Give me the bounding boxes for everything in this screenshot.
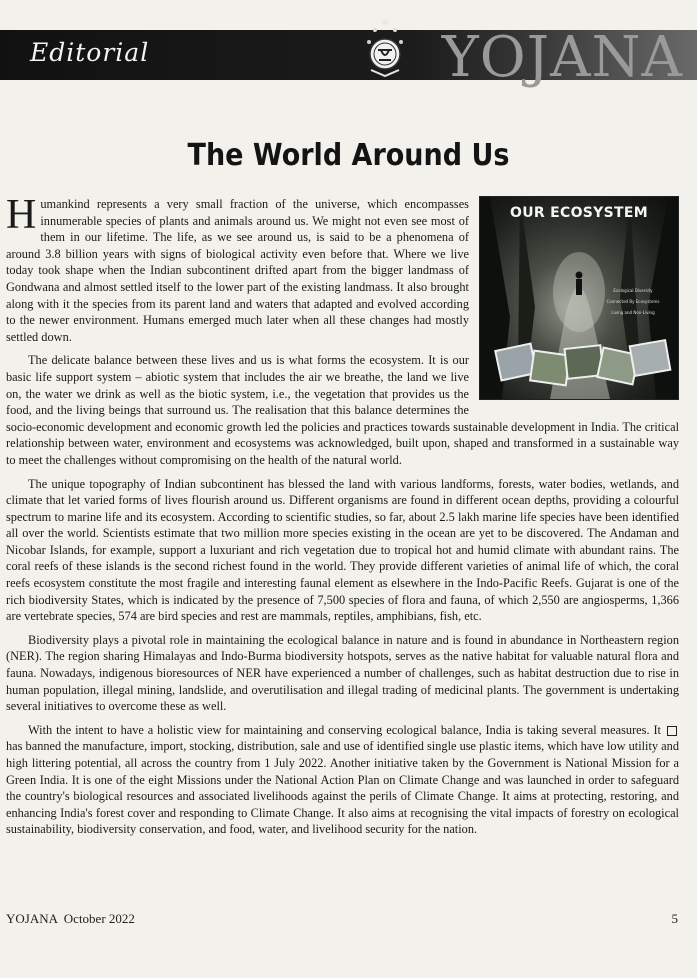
paragraph: Biodiversity plays a pivotal role in maintaining the ecological balance in nature and is found in abundance in Northeastern region (NER). The region sharing Himalayas and Indo-Burma biodiversity hotspots, serves as the native habitat for valuable natural flora and fauna. Nowadays, indigenous bioresources of NER have experienced a number of challenges, such as habitat destruction due to rise in human population, illegal mining, landslide, and overutilisation and illegal trading of medicinal plants. The government is undertaking several initiatives to overcome these as well. <box>6 632 679 714</box>
paragraph: The delicate balance between these lives and us is what forms the ecosystem. It is our basic life support system – abiotic system that includes the air we breathe, the land we live on, the water we drink as well as the biotic system, i.e., the vegetation that provides us the food, and the living beings that surround us. The realisation that this balance determines the socio-economic development and economic growth led the policies and practices towards sustainable development in India. The critical relationship between water, environment and ecosystems was acknowledged, built upon, shaped and transformed in a sustainable way to meet the challenges without compromising on the health of the natural world. <box>6 353 679 467</box>
header-banner <box>0 25 697 90</box>
emblem-icon <box>363 18 407 88</box>
paragraph: The unique topography of Indian subcontinent has blessed the land with various landforms, forests, water bodies, wetlands, and climate that let varied forms of lives flourish around us. Different organisms are found in different ocean depths, providing a colourful spectrum to marine life and its ecosystem. According to scientific studies, so far, about 2.5 lakh marine life species have been identified all over the world. Scientists estimate that two million more species existing in the ocean are yet to be discovered. The Andaman and Nicobar Islands, for example, support a luxuriant and rich vegetation due to tropical hot and humid climate with abundant rains. The coral reefs of these islands is the second richest found in the world. They provide different varieties of animal life of which, the coral reefs ecosystem constitute the most fragile and interesting faunal element as elsewhere in the Indo-Pacific Reefs. Gujarat is one of the rich biodiversity States, which is indicated by the presence of 7,500 species of flora and fauna, of which 2,550 are angiosperms, 1,366 are vertebrate species, 574 are bird species and rest are mammals, reptiles, amphibians, fish, etc. <box>6 476 679 624</box>
figure-caption-line: Ecological Diversity <box>613 288 653 293</box>
figure-caption <box>596 285 670 318</box>
article-title: The World Around Us <box>187 138 510 173</box>
ecosystem-image <box>479 196 679 400</box>
paragraph-text: umankind represents a very small fraction of the universe, which encompasses innumerable species of plants and animals around us. We might not even see most of them in our lifetime. The life, as we see around us, is said to be a phenomena of around 3.8 billion years with signs of biological activity even before that. Where we live today took shape when the Indian subcontinent drifted apart from the bigger landmass of Gondwana and almost settled itself to the lower part of the existing landmass. It also brought along with it the species from its parent land and waters that adapted and evolved according to the newer environment. Humans emerged much later when all these changes had mostly settled down. <box>6 197 469 344</box>
end-mark-icon <box>667 726 677 736</box>
paragraph-text: With the intent to have a holistic view for maintaining and conserving ecological balance, India is taking several measures. It has banned the manufacture, import, stocking, distribution, sale and use of identified single use plastic items, which have low utility and high littering potential, all across the country from 1 July 2022. Another initiative taken by the Government is National Mission for a Green India. It is one of the eight Missions under the National Action Plan on Climate Change and was launched in order to safeguard the country's biological resources and associated livelihoods against the perils of Climate Change. It aims at protecting, restoring, and enhancing India's forest cover and responding to Climate Change. It also aims at recognising the vital impacts of forestry on ecological sustainability, biodiversity conservation, and food, water, and livelihood security for the nation. <box>6 722 679 837</box>
article-body <box>6 192 679 845</box>
footer-publication: YOJANA October 2022 <box>6 911 135 926</box>
section-label: Editorial <box>30 38 150 67</box>
figure-caption-line: Connected By Ecosystems <box>606 299 660 304</box>
brand-name: YOJANA <box>441 25 683 90</box>
paragraph <box>6 722 679 838</box>
figure-caption-line: Living and Non-Living <box>611 310 655 315</box>
figure-title: OUR ECOSYSTEM <box>510 205 648 221</box>
page-number: 5 <box>671 911 678 926</box>
drop-cap: H <box>6 192 37 238</box>
